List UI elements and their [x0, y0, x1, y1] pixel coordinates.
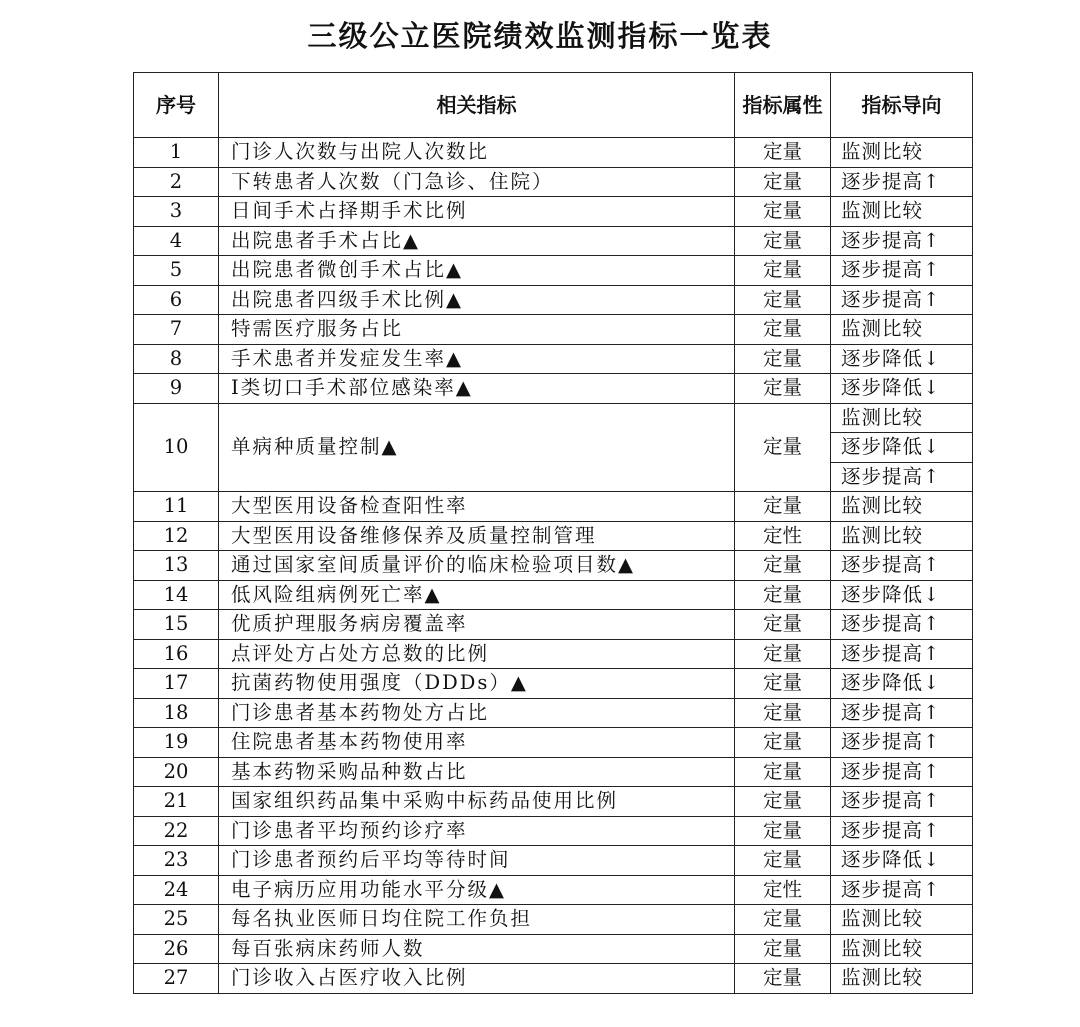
row-direction: 逐步降低↓ — [831, 344, 973, 374]
row-number: 9 — [134, 374, 219, 404]
row-number: 14 — [134, 580, 219, 610]
row-direction: 逐步降低↓ — [831, 846, 973, 876]
row-attribute: 定性 — [735, 521, 831, 551]
row-direction: 逐步提高↑ — [831, 551, 973, 581]
row-direction: 逐步提高↑ — [831, 816, 973, 846]
row-direction: 逐步提高↑ — [831, 610, 973, 640]
table-row — [134, 964, 973, 994]
row-indicator: 大型医用设备检查阳性率 — [219, 492, 735, 522]
row-indicator: 出院患者手术占比▲ — [219, 226, 735, 256]
table-row — [134, 905, 973, 935]
page-title: 三级公立医院绩效监测指标一览表 — [307, 19, 773, 53]
table-row — [134, 875, 973, 905]
row-number: 10 — [134, 403, 219, 492]
table-body — [134, 138, 973, 994]
row-indicator: 住院患者基本药物使用率 — [219, 728, 735, 758]
row-direction: 逐步提高↑ — [831, 462, 973, 492]
row-direction: 监测比较 — [831, 197, 973, 227]
header-direction: 指标导向 — [831, 73, 973, 138]
row-direction: 逐步降低↓ — [831, 374, 973, 404]
row-number: 6 — [134, 285, 219, 315]
table-row — [134, 521, 973, 551]
table-row — [134, 610, 973, 640]
row-number: 5 — [134, 256, 219, 286]
row-direction: 监测比较 — [831, 492, 973, 522]
row-number: 18 — [134, 698, 219, 728]
row-attribute: 定量 — [735, 403, 831, 492]
table-row — [134, 256, 973, 286]
row-number: 1 — [134, 138, 219, 168]
row-number: 16 — [134, 639, 219, 669]
row-direction: 监测比较 — [831, 315, 973, 345]
row-indicator: 电子病历应用功能水平分级▲ — [219, 875, 735, 905]
row-direction: 逐步提高↑ — [831, 639, 973, 669]
row-direction: 逐步提高↑ — [831, 698, 973, 728]
row-attribute: 定量 — [735, 964, 831, 994]
header-attribute: 指标属性 — [735, 73, 831, 138]
row-indicator: 门诊收入占医疗收入比例 — [219, 964, 735, 994]
header-indicator: 相关指标 — [219, 73, 735, 138]
row-indicator: 基本药物采购品种数占比 — [219, 757, 735, 787]
row-attribute: 定量 — [735, 787, 831, 817]
row-number: 12 — [134, 521, 219, 551]
row-attribute: 定量 — [735, 285, 831, 315]
row-attribute: 定量 — [735, 374, 831, 404]
row-indicator: 每名执业医师日均住院工作负担 — [219, 905, 735, 935]
row-attribute: 定量 — [735, 846, 831, 876]
row-direction: 逐步降低↓ — [831, 433, 973, 463]
table-row — [134, 639, 973, 669]
row-indicator: 低风险组病例死亡率▲ — [219, 580, 735, 610]
row-attribute: 定量 — [735, 580, 831, 610]
row-indicator: 日间手术占择期手术比例 — [219, 197, 735, 227]
row-number: 2 — [134, 167, 219, 197]
row-attribute: 定量 — [735, 934, 831, 964]
row-indicator: 门诊患者基本药物处方占比 — [219, 698, 735, 728]
row-number: 3 — [134, 197, 219, 227]
row-number: 27 — [134, 964, 219, 994]
row-attribute: 定量 — [735, 138, 831, 168]
row-indicator: 出院患者微创手术占比▲ — [219, 256, 735, 286]
row-number: 8 — [134, 344, 219, 374]
row-direction: 逐步降低↓ — [831, 580, 973, 610]
row-attribute: 定量 — [735, 669, 831, 699]
table-row — [134, 551, 973, 581]
row-indicator: 手术患者并发症发生率▲ — [219, 344, 735, 374]
row-indicator: 点评处方占处方总数的比例 — [219, 639, 735, 669]
row-attribute: 定量 — [735, 315, 831, 345]
row-direction: 监测比较 — [831, 905, 973, 935]
row-number: 19 — [134, 728, 219, 758]
row-indicator: 出院患者四级手术比例▲ — [219, 285, 735, 315]
row-attribute: 定量 — [735, 344, 831, 374]
row-attribute: 定量 — [735, 757, 831, 787]
row-direction: 监测比较 — [831, 934, 973, 964]
table-row — [134, 167, 973, 197]
table-row — [134, 197, 973, 227]
row-number: 21 — [134, 787, 219, 817]
row-direction: 逐步提高↑ — [831, 285, 973, 315]
row-direction: 监测比较 — [831, 403, 973, 433]
row-number: 22 — [134, 816, 219, 846]
row-direction: 逐步提高↑ — [831, 757, 973, 787]
row-direction: 逐步提高↑ — [831, 787, 973, 817]
row-indicator: 大型医用设备维修保养及质量控制管理 — [219, 521, 735, 551]
row-indicator: 每百张病床药师人数 — [219, 934, 735, 964]
table-row — [134, 226, 973, 256]
row-attribute: 定量 — [735, 167, 831, 197]
row-indicator: 通过国家室间质量评价的临床检验项目数▲ — [219, 551, 735, 581]
row-attribute: 定量 — [735, 551, 831, 581]
table-row — [134, 816, 973, 846]
row-indicator: 特需医疗服务占比 — [219, 315, 735, 345]
row-attribute: 定量 — [735, 256, 831, 286]
row-direction: 逐步提高↑ — [831, 167, 973, 197]
row-number: 4 — [134, 226, 219, 256]
table-row — [134, 846, 973, 876]
table-row — [134, 138, 973, 168]
row-direction: 逐步提高↑ — [831, 875, 973, 905]
table-row — [134, 787, 973, 817]
row-direction: 逐步提高↑ — [831, 256, 973, 286]
row-indicator: 门诊患者预约后平均等待时间 — [219, 846, 735, 876]
row-attribute: 定量 — [735, 492, 831, 522]
table-row — [134, 728, 973, 758]
row-attribute: 定量 — [735, 698, 831, 728]
row-direction: 监测比较 — [831, 138, 973, 168]
row-direction: 逐步降低↓ — [831, 669, 973, 699]
header-no: 序号 — [134, 73, 219, 138]
row-number: 23 — [134, 846, 219, 876]
row-number: 25 — [134, 905, 219, 935]
row-indicator: 门诊人次数与出院人次数比 — [219, 138, 735, 168]
row-attribute: 定量 — [735, 639, 831, 669]
row-indicator: 国家组织药品集中采购中标药品使用比例 — [219, 787, 735, 817]
table-row — [134, 934, 973, 964]
row-attribute: 定性 — [735, 875, 831, 905]
row-attribute: 定量 — [735, 197, 831, 227]
row-attribute: 定量 — [735, 610, 831, 640]
row-indicator: I类切口手术部位感染率▲ — [219, 374, 735, 404]
table-row — [134, 698, 973, 728]
row-number: 15 — [134, 610, 219, 640]
table-row — [134, 580, 973, 610]
table-row — [134, 492, 973, 522]
table-row — [134, 757, 973, 787]
row-number: 13 — [134, 551, 219, 581]
row-number: 7 — [134, 315, 219, 345]
row-attribute: 定量 — [735, 226, 831, 256]
table-header-row — [134, 73, 973, 138]
table-row — [134, 374, 973, 404]
row-attribute: 定量 — [735, 728, 831, 758]
row-number: 26 — [134, 934, 219, 964]
row-attribute: 定量 — [735, 816, 831, 846]
indicator-table — [133, 72, 973, 994]
row-direction: 监测比较 — [831, 521, 973, 551]
table-row — [134, 285, 973, 315]
table-row — [134, 403, 973, 433]
row-number: 20 — [134, 757, 219, 787]
row-number: 11 — [134, 492, 219, 522]
row-direction: 监测比较 — [831, 964, 973, 994]
row-direction: 逐步提高↑ — [831, 728, 973, 758]
row-indicator: 单病种质量控制▲ — [219, 403, 735, 492]
row-number: 24 — [134, 875, 219, 905]
row-indicator: 抗菌药物使用强度（DDDs）▲ — [219, 669, 735, 699]
row-indicator: 下转患者人次数（门急诊、住院） — [219, 167, 735, 197]
row-direction: 逐步提高↑ — [831, 226, 973, 256]
row-attribute: 定量 — [735, 905, 831, 935]
row-number: 17 — [134, 669, 219, 699]
table-row — [134, 669, 973, 699]
table-row — [134, 315, 973, 345]
row-indicator: 优质护理服务病房覆盖率 — [219, 610, 735, 640]
row-indicator: 门诊患者平均预约诊疗率 — [219, 816, 735, 846]
table-row — [134, 344, 973, 374]
